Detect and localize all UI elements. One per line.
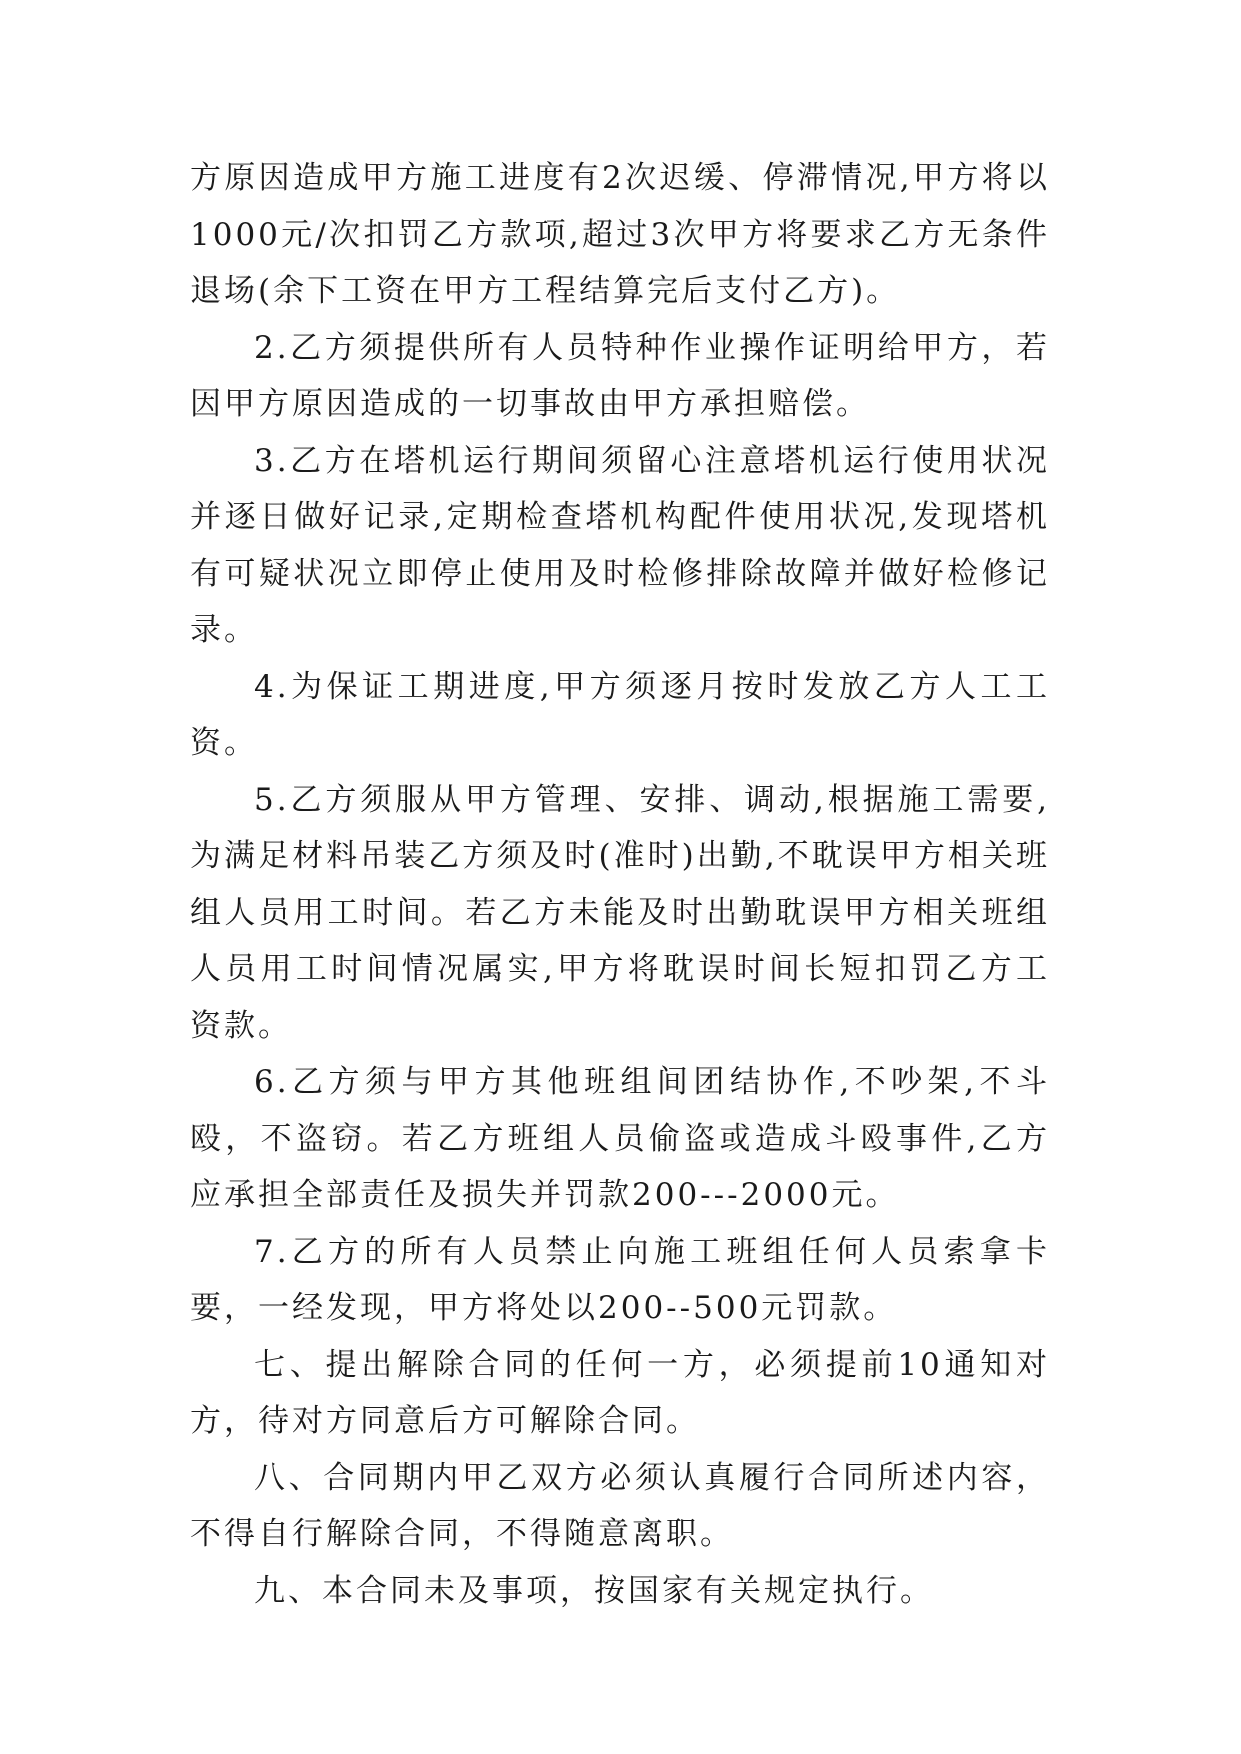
paragraph-clause-5: 5.乙方须服从甲方管理、安排、调动,根据施工需要,为满足材料吊装乙方须及时(准时)出勤,不耽误甲方相关班组人员用工时间。若乙方未能及时出勤耽误甲方相关班组人员用工时间情况属实,甲方将耽误时间长短扣罚乙方工资款。 [190, 781, 1050, 1044]
paragraph-article-8: 八、合同期内甲乙双方必须认真履行合同所述内容，不得自行解除合同，不得随意离职。 [190, 1459, 1050, 1552]
paragraph-continuation: 方原因造成甲方施工进度有2次迟缓、停滞情况,甲方将以1000元/次扣罚乙方款项,超过3次甲方将要求乙方无条件退场(余下工资在甲方工程结算完后支付乙方)。 [190, 160, 1050, 309]
paragraph-clause-2: 2.乙方须提供所有人员特种作业操作证明给甲方，若因甲方原因造成的一切事故由甲方承担赔偿。 [190, 329, 1050, 422]
paragraph-article-7: 七、提出解除合同的任何一方，必须提前10通知对方，待对方同意后方可解除合同。 [190, 1346, 1050, 1439]
paragraph-clause-7: 7.乙方的所有人员禁止向施工班组任何人员索拿卡要，一经发现，甲方将处以200--500元罚款。 [190, 1233, 1050, 1326]
paragraph-clause-4: 4.为保证工期进度,甲方须逐月按时发放乙方人工工资。 [190, 668, 1050, 761]
document-body [190, 150, 1050, 1619]
paragraph-clause-3: 3.乙方在塔机运行期间须留心注意塔机运行使用状况并逐日做好记录,定期检查塔机构配件使用状况,发现塔机有可疑状况立即停止使用及时检修排除故障并做好检修记录。 [190, 442, 1050, 648]
paragraph-article-9: 九、本合同未及事项，按国家有关规定执行。 [254, 1572, 934, 1609]
paragraph-clause-6: 6.乙方须与甲方其他班组间团结协作,不吵架,不斗殴，不盗窃。若乙方班组人员偷盗或造成斗殴事件,乙方应承担全部责任及损失并罚款200---2000元。 [190, 1064, 1050, 1213]
